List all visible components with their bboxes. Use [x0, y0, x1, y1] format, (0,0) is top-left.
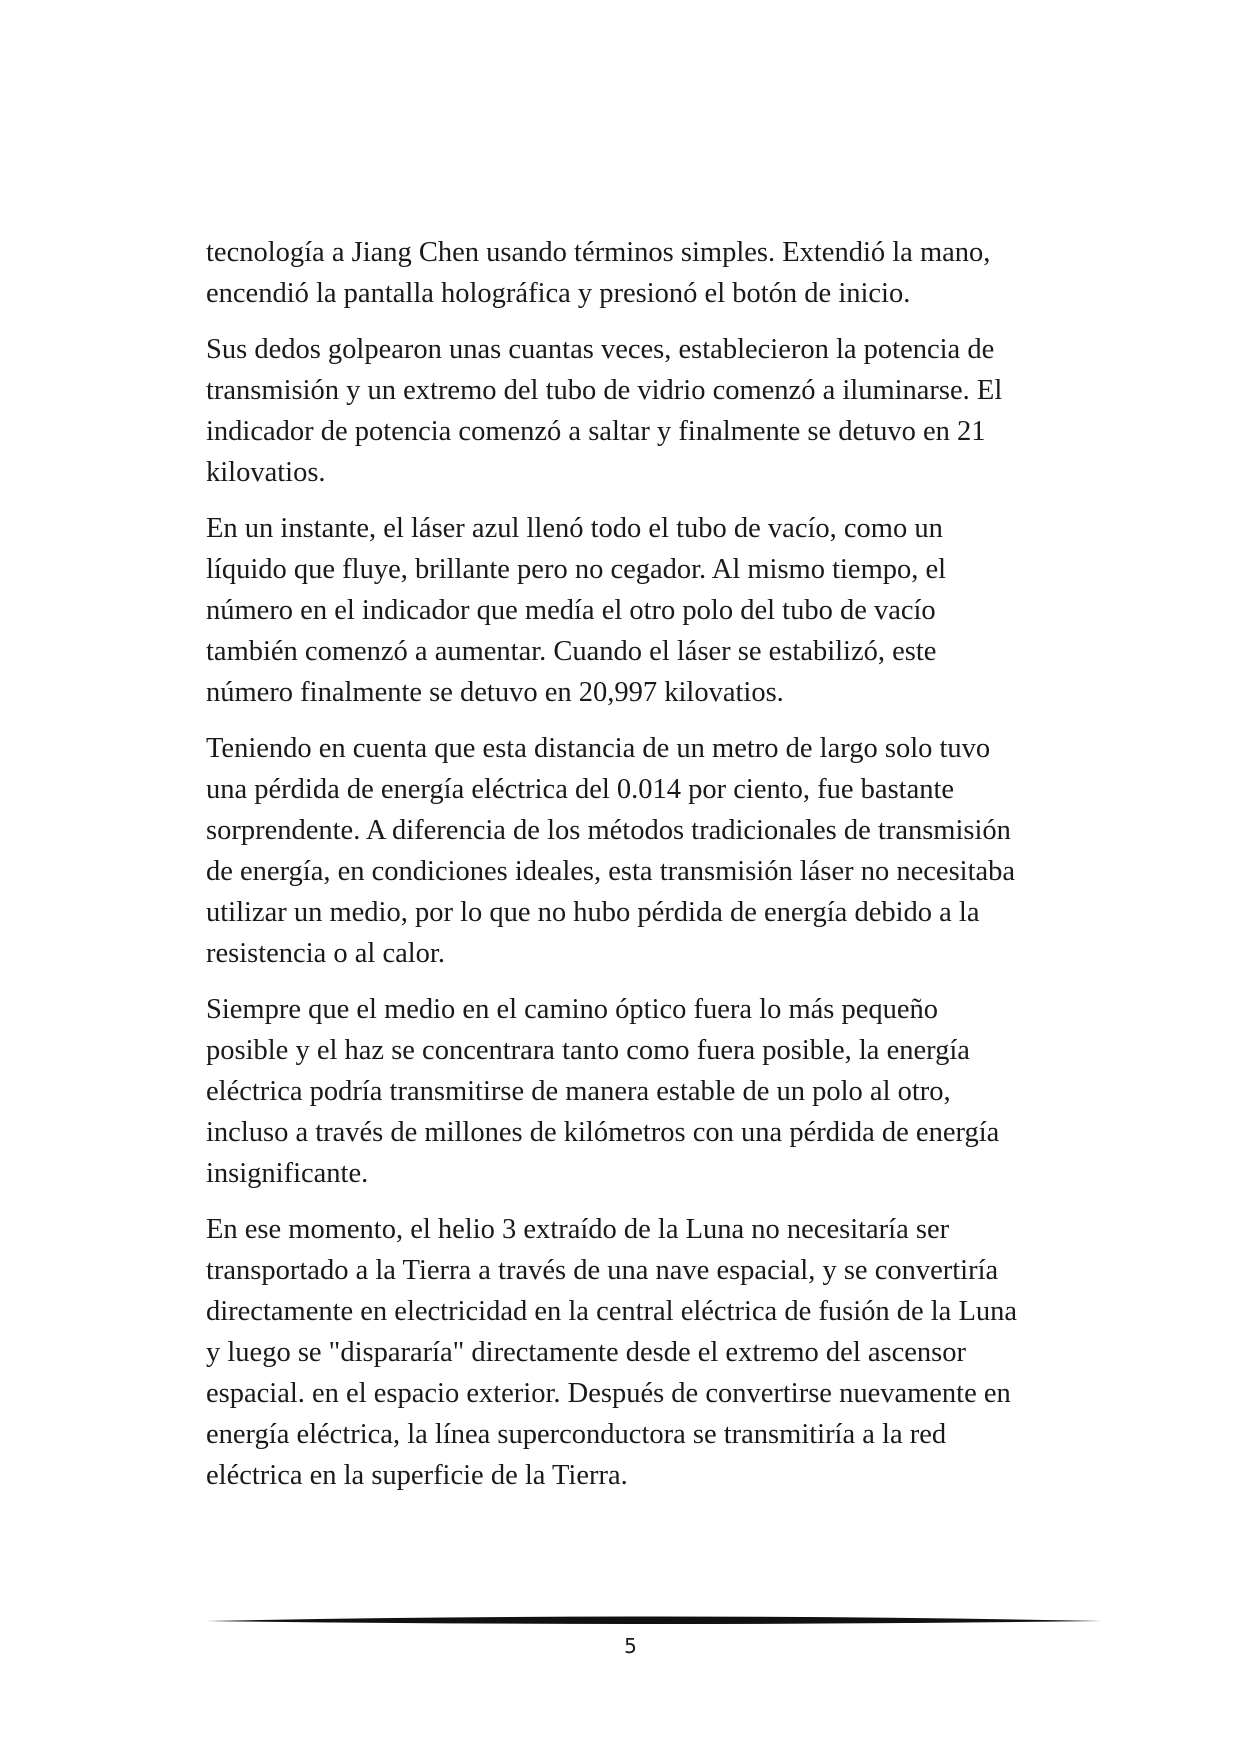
paragraph-2: Sus dedos golpearon unas cuantas veces, establecieron la potencia de transmisión y un extremo del tubo de vidrio comenzó a iluminarse. El indicador de potencia comenzó a saltar y finalmente se detuvo en 21 kilovatios.	[206, 334, 1003, 488]
paragraph-3: En un instante, el láser azul llenó todo el tubo de vacío, como un líquido que fluye, brillante pero no cegador. Al mismo tiempo, el número en el indicador que medía el otro polo del tubo de vacío también comenzó a aumentar. Cuando el láser se estabilizó, este número finalmente se detuvo en 20,997 kilovatios.	[206, 513, 947, 708]
footer-divider	[206, 1614, 1102, 1628]
paragraph-4: Teniendo en cuenta que esta distancia de un metro de largo solo tuvo una pérdida de energía eléctrica del 0.014 por ciento, fue bastante sorprendente. A diferencia de los métodos tradicionales de transmisión de energía, en condiciones ideales, esta transmisión láser no necesitaba utilizar un medio, por lo que no hubo pérdida de energía debido a la resistencia o al calor.	[206, 733, 1016, 969]
paragraph-1: tecnología a Jiang Chen usando términos simples. Extendió la mano, encendió la pantalla holográfica y presionó el botón de inicio.	[206, 237, 991, 309]
paragraph-5: Siempre que el medio en el camino óptico fuera lo más pequeño posible y el haz se concentrara tanto como fuera posible, la energía eléctrica podría transmitirse de manera estable de un polo al otro, incluso a través de millones de kilómetros con una pérdida de energía insignificante.	[206, 994, 1000, 1189]
page-number: 5	[624, 1634, 637, 1658]
paragraph-6: En ese momento, el helio 3 extraído de la Luna no necesitaría ser transportado a la Tierra a través de una nave espacial, y se convertiría directamente en electricidad en la central eléctrica de fusión de la Luna y luego se "dispararía" directamente desde el extremo del ascensor espacial. en el espacio exterior. Después de convertirse nuevamente en energía eléctrica, la línea superconductora se transmitiría a la red eléctrica en la superficie de la Tierra.	[206, 1214, 1018, 1491]
body-text	[206, 232, 1076, 1511]
